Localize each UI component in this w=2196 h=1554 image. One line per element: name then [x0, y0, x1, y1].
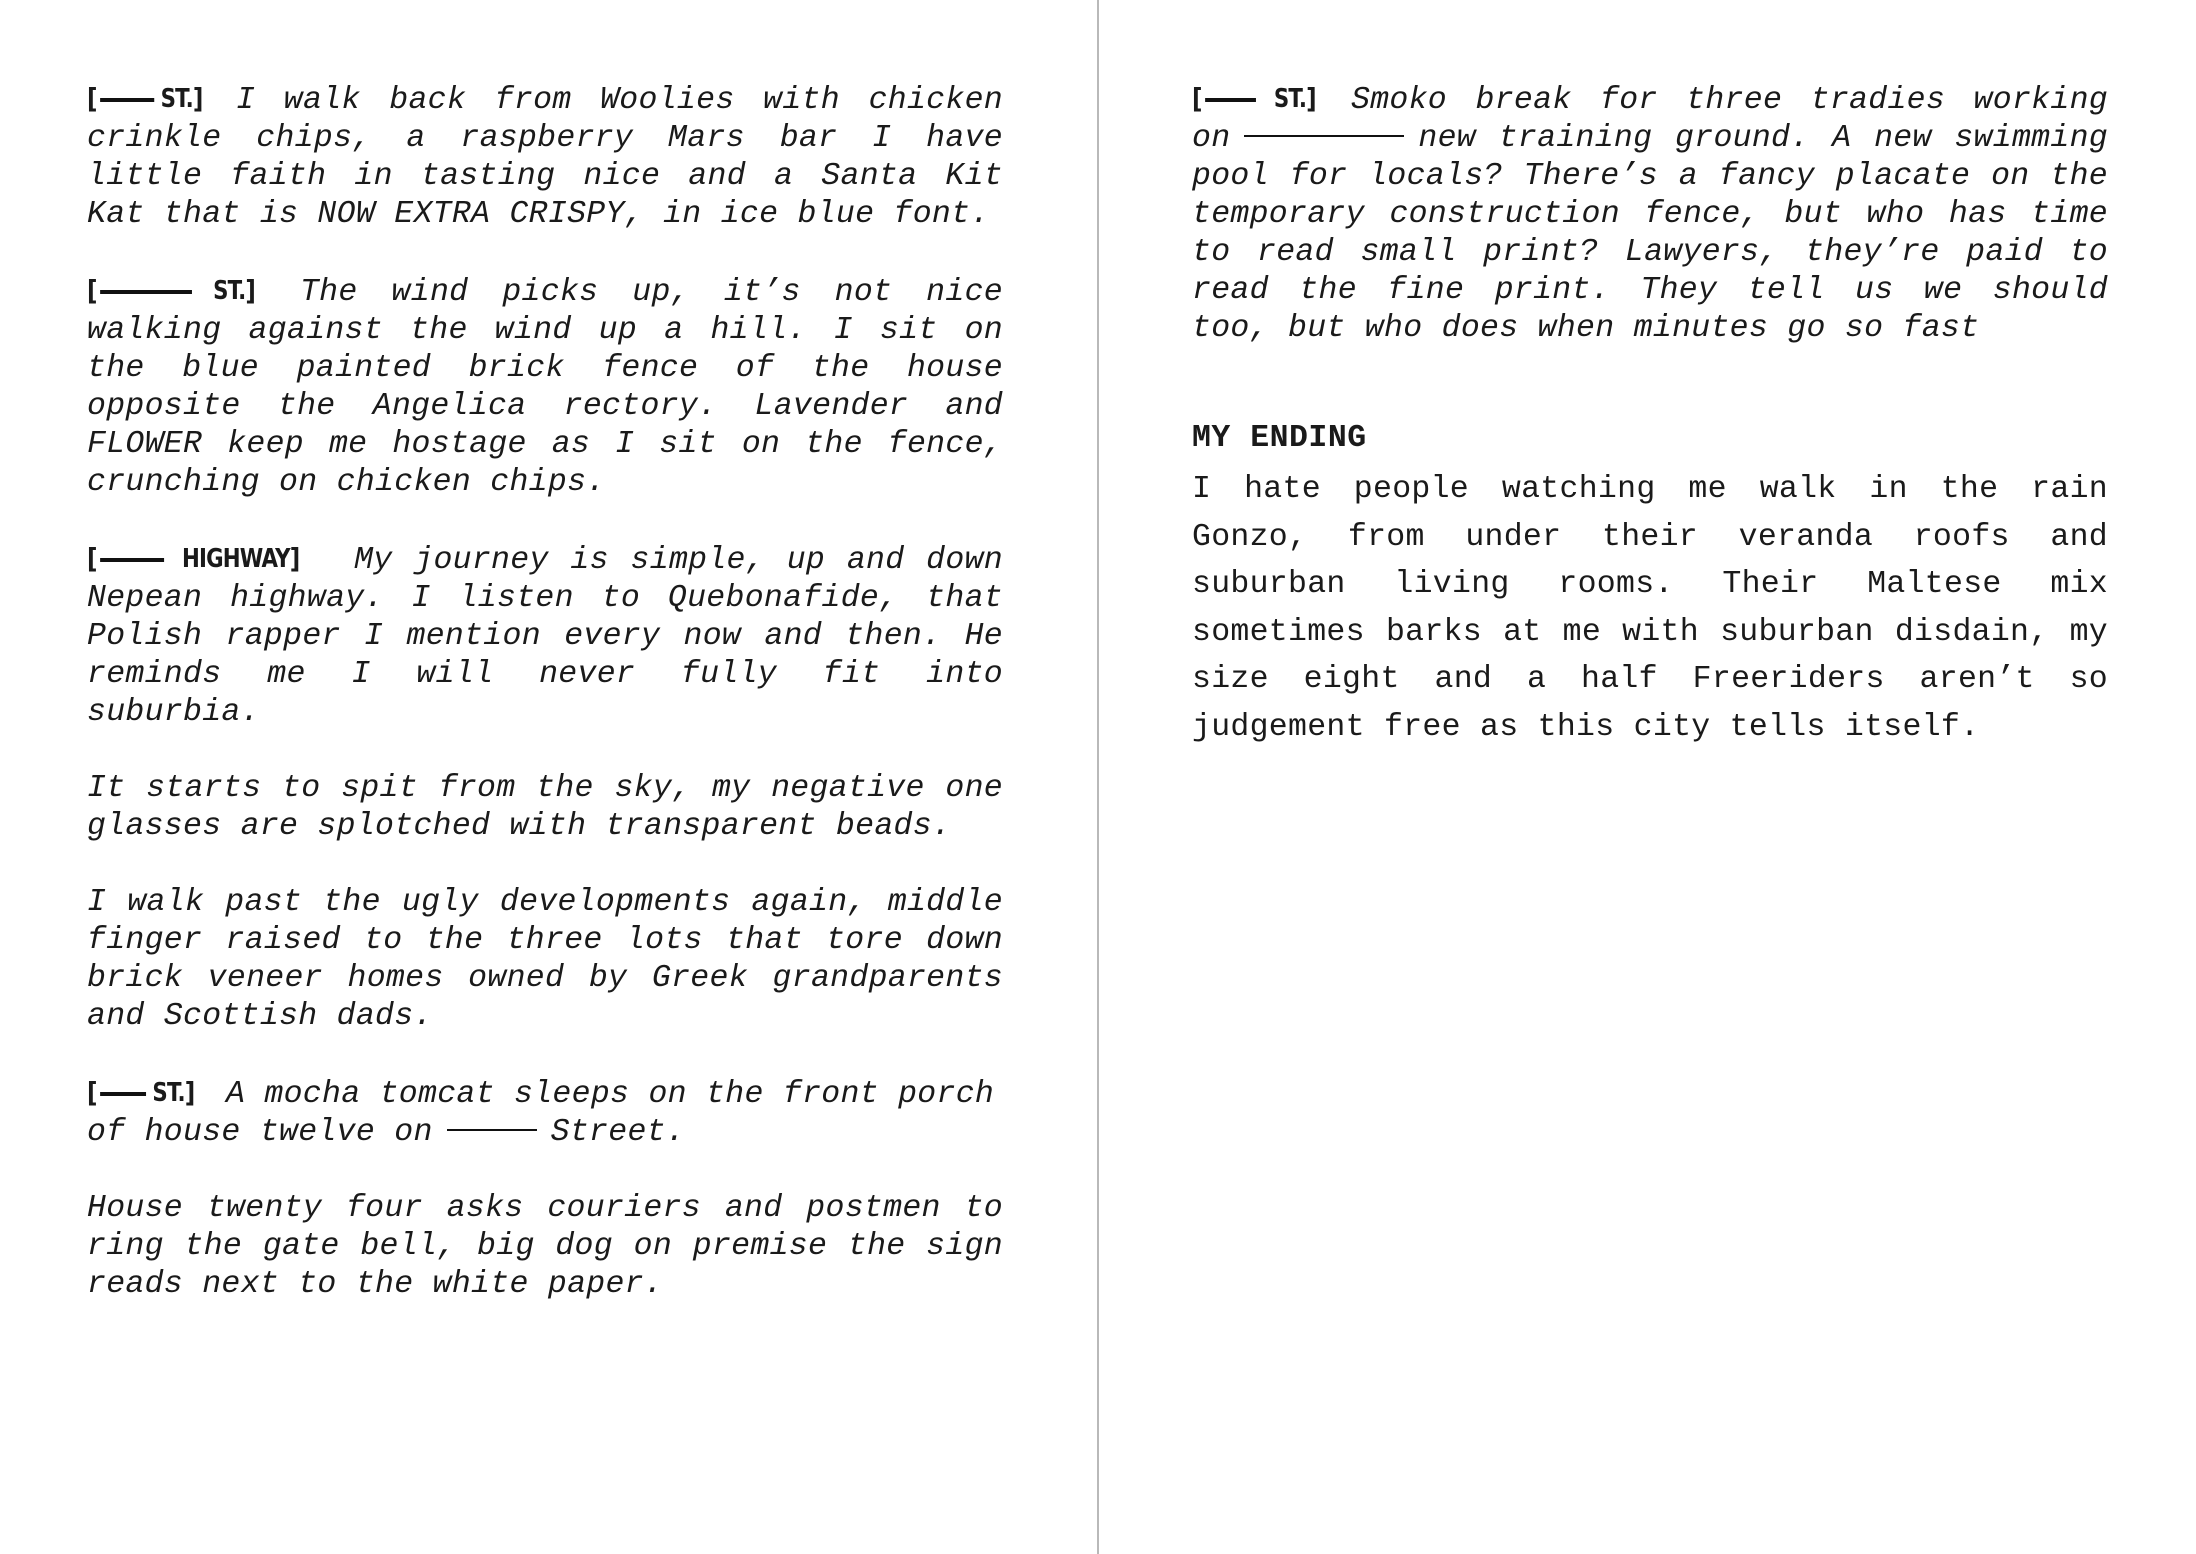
redacted-street-name [447, 1129, 537, 1131]
redacted-street-tag: [ ST. ] [87, 82, 203, 115]
paragraph-text: My journey is simple, up and down Nepean highway. I listen to Quebonafide, that Polish rapper I mention every now and then. He reminds me I will never fully fit into suburbia. [87, 543, 1003, 730]
paragraph-text: I walk past the ugly developments again, middle finger raised to the three lots that tore down brick veneer homes owned by Greek grandparents and Scottish dads. [87, 885, 1003, 1034]
redaction-bar [100, 290, 192, 294]
redacted-street-tag: [ ST. ] [1192, 82, 1316, 115]
paragraph-4 [87, 770, 1003, 846]
redacted-street-tag: [ ST. ] [87, 274, 256, 307]
left-page [87, 80, 1003, 1342]
paragraph-2 [87, 272, 1003, 502]
redacted-street-tag: [ ST. ] [87, 1076, 195, 1109]
redaction-bar [100, 1092, 146, 1096]
paragraph-5 [87, 884, 1003, 1036]
redacted-location-name [1244, 135, 1404, 137]
paragraph-6 [87, 1074, 1003, 1152]
paragraph-text: It starts to spit from the sky, my negative one glasses are splotched with transparent beads. [87, 771, 1003, 844]
paragraph-7 [87, 1190, 1003, 1304]
paragraph-3 [87, 540, 1003, 732]
paragraph-text-end: new training ground. A new swimming pool for locals? There’s a fancy placate on the temporary construction fence, but who has time to read small print? Lawyers, they’re paid to read the fine print. They tell us we should too, but who does when minutes go so fast [1192, 121, 2108, 346]
redaction-bar [100, 558, 164, 562]
section-heading: MY ENDING [1192, 421, 1367, 456]
page-gutter-divider [1097, 0, 1099, 1554]
paragraph-text: The wind picks up, it’s not nice walking against the wind up a hill. I sit on the blue painted brick fence of the house opposite the Angelica rectory. Lavender and FLOWER keep me hostage as I sit on the fence, crunching on chicken chips. [87, 275, 1003, 500]
paragraph-text: House twenty four asks couriers and postmen to ring the gate bell, big dog on premise the sign reads next to the white paper. [87, 1191, 1003, 1302]
paragraph-text-end: Street. [550, 1115, 686, 1150]
paragraph-text: I walk back from Woolies with chicken crinkle chips, a raspberry Mars bar I have little faith in tasting nice and a Santa Kit Kat that is NOW EXTRA CRISPY, in ice blue font. [87, 83, 1003, 232]
right-page [1192, 80, 2108, 751]
redaction-bar [100, 98, 154, 102]
redacted-highway-tag: [ HIGHWAY ] [87, 542, 300, 575]
ending-paragraph: I hate people watching me walk in the rain Gonzo, from under their veranda roofs and suburban living rooms. Their Maltese mix sometimes barks at me with suburban disdain, my size eight and a half Freeriders aren’t so judgement free as this city tells itself. [1192, 472, 2108, 745]
paragraph-1 [87, 80, 1003, 234]
paragraph-smoko [1192, 80, 2108, 348]
paragraph-text: A mocha tomcat sleeps on the front porch of house twelve on [87, 1077, 995, 1150]
paragraph-text: Smoko break for three tradies working on [1192, 83, 2108, 156]
redaction-bar [1205, 98, 1256, 102]
